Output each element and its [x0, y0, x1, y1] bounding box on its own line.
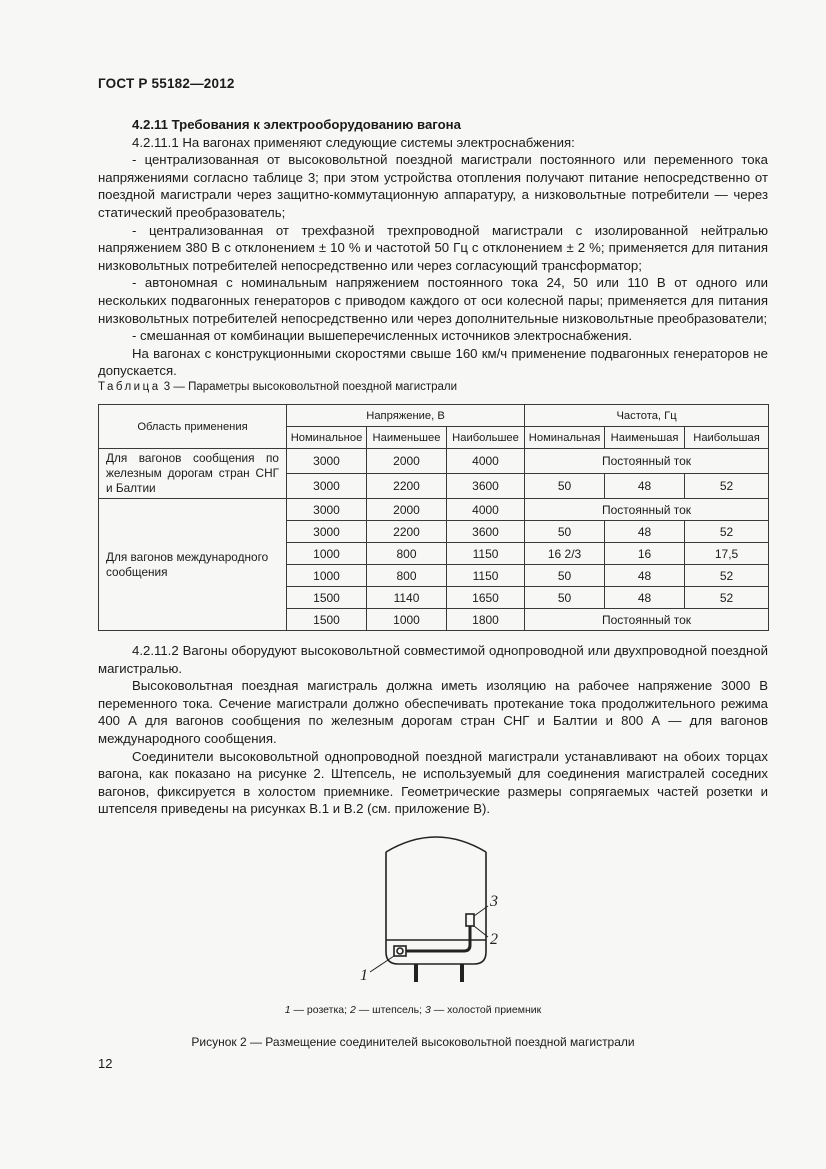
callout-2: 2: [490, 931, 498, 948]
wagon-roof-outline: [386, 837, 486, 852]
table-cell: Постоянный ток: [525, 609, 769, 631]
table-cell: 50: [525, 587, 605, 609]
header-voltage: Напряжение, В: [287, 405, 525, 427]
paragraph: - автономная с номинальным напряжением постоянного тока 24, 50 или 110 В от одного или нескольких подвагонных генераторов с приводом каждого от оси колесной пары; применяется для питания низковольтных потребителей непосредственно или через дополнительные низковольтные преобразователи;: [98, 275, 768, 326]
callout-1: 1: [360, 967, 368, 984]
table-cell: 48: [605, 474, 685, 499]
callout-line-1: [370, 956, 394, 972]
table-cell: 1500: [287, 587, 367, 609]
subheader-cell: Наименьшее: [367, 427, 447, 449]
legend-num-2: 2: [349, 1004, 356, 1016]
table-cell: 1000: [287, 543, 367, 565]
subheader-cell: Наибольшая: [685, 427, 769, 449]
table-row: [99, 449, 769, 474]
table-caption-text: 3 — Параметры высоковольтной поездной магистрали: [160, 381, 458, 393]
table-cell: Постоянный ток: [525, 449, 769, 474]
legend-text-2: — штепсель;: [355, 1004, 425, 1016]
table-cell: 17,5: [685, 543, 769, 565]
socket-hole: [397, 948, 403, 954]
area-cell: Для вагонов международного сообщения: [99, 499, 287, 631]
table-cell: 50: [525, 474, 605, 499]
wagon-end-drawing: [340, 822, 530, 992]
table-cell: 1000: [367, 609, 447, 631]
table-cell: 52: [685, 587, 769, 609]
idle-receiver-shape: [466, 914, 474, 926]
table-cell: 1150: [447, 565, 525, 587]
table-caption-prefix: Таблица: [98, 381, 161, 393]
table-cell: 2000: [367, 499, 447, 521]
page-number: 12: [98, 1056, 113, 1071]
table-cell: 52: [685, 474, 769, 499]
table-cell: 1500: [287, 609, 367, 631]
header-area: Область применения: [99, 405, 287, 449]
table-cell: 16 2/3: [525, 543, 605, 565]
table-cell: 800: [367, 565, 447, 587]
table-cell: 800: [367, 543, 447, 565]
subheader-cell: Номинальная: [525, 427, 605, 449]
callout-3: 3: [490, 893, 498, 910]
paragraph: 4.2.11.2 Вагоны оборудуют высоковольтной совместимой однопроводной или двухпроводной поездной магистралью.: [98, 643, 768, 676]
table-cell: 3000: [287, 521, 367, 543]
table-caption: [98, 381, 457, 393]
table-cell: 2200: [367, 521, 447, 543]
table-cell: 3600: [447, 521, 525, 543]
table-cell: 1140: [367, 587, 447, 609]
table-cell: 52: [685, 521, 769, 543]
paragraph: Высоковольтная поездная магистраль должна иметь изоляцию на рабочее напряжение 3000 В переменного тока. Сечение магистрали должно обеспечивать протекание тока продолжительного режима 400 А для вагонов сообщения по железным дорогам стран СНГ и Балтии и 800 А — для вагонов международного сообщения.: [98, 678, 768, 746]
paragraph: - централизованная от трехфазной трехпроводной магистрали с изолированной нейтралью напряжением 380 В с отклонением ± 10 % и частотой 50 Гц с отклонением ± 2 %; применяется для питания низковольтных потребителей непосредственно или через согласующий трансформатор;: [98, 222, 768, 273]
plug-cable: [406, 926, 470, 951]
table-cell: 4000: [447, 499, 525, 521]
legend-num-1: 1: [284, 1004, 291, 1016]
subheader-cell: Наибольшее: [447, 427, 525, 449]
table-cell: 3000: [287, 499, 367, 521]
paragraph: Соединители высоковольтной однопроводной поездной магистрали устанавливают на обоих торцах вагона, как показано на рисунке 2. Штепсель, не используемый для соединения магистралей соседних вагонов, фиксируется в холостом приемнике. Геометрические размеры сопрягаемых частей розетки и штепселя приведены на рисунках В.1 и В.2 (см. приложение В).: [98, 748, 768, 817]
subheader-cell: Номинальное: [287, 427, 367, 449]
table-cell: 48: [605, 587, 685, 609]
legend-num-3: 3: [424, 1004, 431, 1016]
figure-legend: [0, 1004, 826, 1016]
section-title: 4.2.11 Требования к электрооборудованию вагона: [132, 117, 461, 132]
legend-text-3: — холостой приемник: [430, 1004, 542, 1016]
section-body: [98, 116, 768, 380]
table-cell: 3000: [287, 449, 367, 474]
table-cell: 4000: [447, 449, 525, 474]
area-cell: Для вагонов сообщения по железным дорогам стран СНГ и Балтии: [99, 449, 287, 499]
paragraph: 4.2.11.1 На вагонах применяют следующие системы электроснабжения:: [132, 134, 575, 150]
table-header-row: [99, 405, 769, 427]
document-header: ГОСТ Р 55182—2012: [98, 76, 235, 91]
table-cell: 3600: [447, 474, 525, 499]
table-cell: 1000: [287, 565, 367, 587]
legend-text-1: — розетка;: [290, 1004, 350, 1016]
table-cell: 50: [525, 565, 605, 587]
table-cell: 2200: [367, 474, 447, 499]
table-cell: 48: [605, 521, 685, 543]
table-cell: 1800: [447, 609, 525, 631]
section-body-2: [98, 642, 768, 818]
table-cell: 52: [685, 565, 769, 587]
figure-caption: Рисунок 2 — Размещение соединителей высоковольтной поездной магистрали: [191, 1035, 635, 1049]
paragraph: - централизованная от высоковольтной поездной магистрали постоянного или переменного тока напряжениями согласно таблице 3; при этом устройства отопления получают питание непосредственно от поездной магистрали через защитно-коммутационную аппаратуру, а низковольтные потребители — через статический преобразователь;: [98, 152, 768, 220]
paragraph: На вагонах с конструкционными скоростями свыше 160 км/ч применение подвагонных генераторов не допускается.: [98, 345, 768, 379]
header-frequency: Частота, Гц: [525, 405, 769, 427]
table-cell: Постоянный ток: [525, 499, 769, 521]
table-cell: 48: [605, 565, 685, 587]
table-cell: 16: [605, 543, 685, 565]
table-cell: 3000: [287, 474, 367, 499]
table-cell: 2000: [367, 449, 447, 474]
table-cell: 1150: [447, 543, 525, 565]
figure-2: [340, 822, 530, 997]
subheader-cell: Наименьшая: [605, 427, 685, 449]
table-row: [99, 499, 769, 521]
table-cell: 1650: [447, 587, 525, 609]
parameters-table: [98, 404, 769, 631]
paragraph: - смешанная от комбинации вышеперечисленных источников электроснабжения.: [132, 328, 632, 344]
table-cell: 50: [525, 521, 605, 543]
